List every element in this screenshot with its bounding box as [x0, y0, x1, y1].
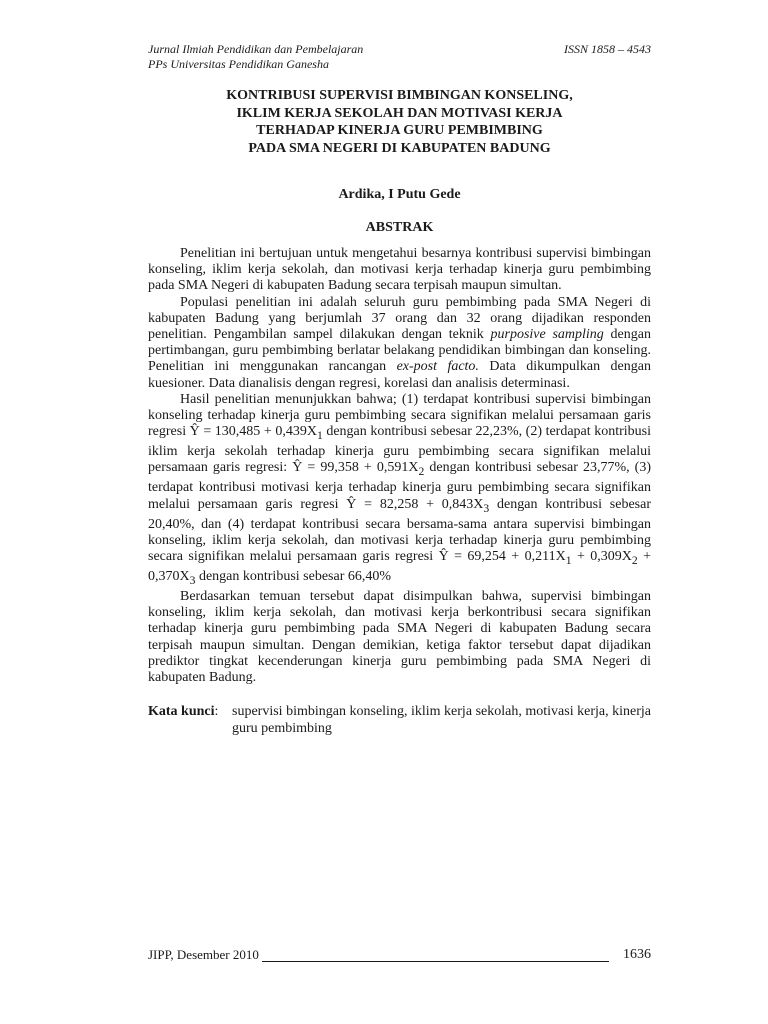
abstract-body	[148, 246, 651, 686]
issn-label: ISSN 1858 – 4543	[564, 42, 651, 56]
running-header-left	[148, 42, 363, 72]
keywords-label: Kata kunci:	[148, 704, 219, 719]
page-number: 1636	[623, 947, 651, 962]
institution-name: PPs Universitas Pendidikan Ganesha	[148, 57, 329, 71]
title-line: KONTRIBUSI SUPERVISI BIMBINGAN KONSELING,	[226, 88, 573, 103]
footer-issue: JIPP, Desember 2010	[148, 947, 259, 962]
y-hat-symbol: Ŷ	[346, 496, 357, 512]
abstract-paragraph-2: Populasi penelitian ini adalah seluruh guru pembimbing pada SMA Negeri di kabupaten Badung yang berjumlah 37 orang dan 32 orang dijadikan responden penelitian. Pengambilan sampel dilakukan dengan teknik purposive sampling dengan pertimbangan, guru pembimbing berlatar belakang pendidikan bimbingan dan konseling. Penelitian ini menggunakan rancangan ex-post facto. Data dikumpulkan dengan kuesioner. Data dianalisis dengan regresi, korelasi dan analisis determinasi.	[148, 294, 651, 391]
author-name: Ardika, I Putu Gede	[338, 187, 461, 202]
y-hat-symbol: Ŷ	[292, 460, 303, 476]
y-hat-symbol: Ŷ	[189, 424, 200, 440]
title-line: IKLIM KERJA SEKOLAH DAN MOTIVASI KERJA	[236, 105, 563, 121]
title-line: PADA SMA NEGERI DI KABUPATEN BADUNG	[248, 140, 551, 156]
abstract-paragraph-4: Berdasarkan temuan tersebut dapat disimpulkan bahwa, supervisi bimbingan konseling, iklim kerja sekolah, dan motivasi kerja berkontribusi secara signifikan terhadap kinerja guru pembimbing pada SMA Negeri di kabupaten Badung secara terpisah maupun simultan. Dengan demikian, ketiga faktor tersebut dapat dijadikan prediktor tingkat kecenderungan kinerja guru pembimbing pada SMA Negeri di kabupaten Badung.	[148, 589, 651, 686]
abstract-paragraph-1: Penelitian ini bertujuan untuk mengetahui besarnya kontribusi supervisi bimbingan konseling, iklim kerja sekolah, dan motivasi kerja terhadap kinerja guru pembimbing pada SMA Negeri di kabupaten Badung secara terpisah maupun simultan.	[148, 246, 651, 294]
paper-title	[148, 87, 651, 157]
keywords-text: supervisi bimbingan konseling, iklim kerja sekolah, motivasi kerja, kinerja guru pembimbing	[232, 704, 651, 736]
title-line: TERHADAP KINERJA GURU PEMBIMBING	[256, 123, 543, 138]
y-hat-symbol: Ŷ	[438, 549, 449, 565]
abstract-heading: ABSTRAK	[365, 220, 434, 235]
footer-rule	[262, 961, 609, 962]
journal-name: Jurnal Ilmiah Pendidikan dan Pembelajaran	[148, 42, 364, 56]
abstract-paragraph-3: Hasil penelitian menunjukkan bahwa; (1) terdapat kontribusi supervisi bimbingan konseling terhadap kinerja guru pembimbing secara signifikan melalui persamaan garis regresi Ŷ = $130,485 + 0,439X_1$ dengan kontribusi sebesar 22,23%, (2) terdapat kontribusi iklim kerja sekolah terhadap kinerja guru pembimbing secara signifikan melalui persamaan garis regresi: Ŷ = $99,358 + 0,591X_2$ dengan kontribusi sebesar 23,77%, (3) terdapat kontribusi motivasi kerja terhadap kinerja guru pembimbing secara signifikan melalui persamaan garis regresi Ŷ = $82,258 + 0,843X_3$ dengan kontribusi sebesar 20,40%, dan (4) terdapat kontribusi secara bersama-sama antara supervisi bimbingan konseling, iklim kerja sekolah, dan motivasi kerja terhadap kinerja guru pembimbing secara signifikan melalui persamaan garis regresi Ŷ = $69,254 + 0,211X_1 + 0,309X_2 + 0,370X_3$ dengan kontribusi sebesar 66,40%	[148, 391, 651, 587]
